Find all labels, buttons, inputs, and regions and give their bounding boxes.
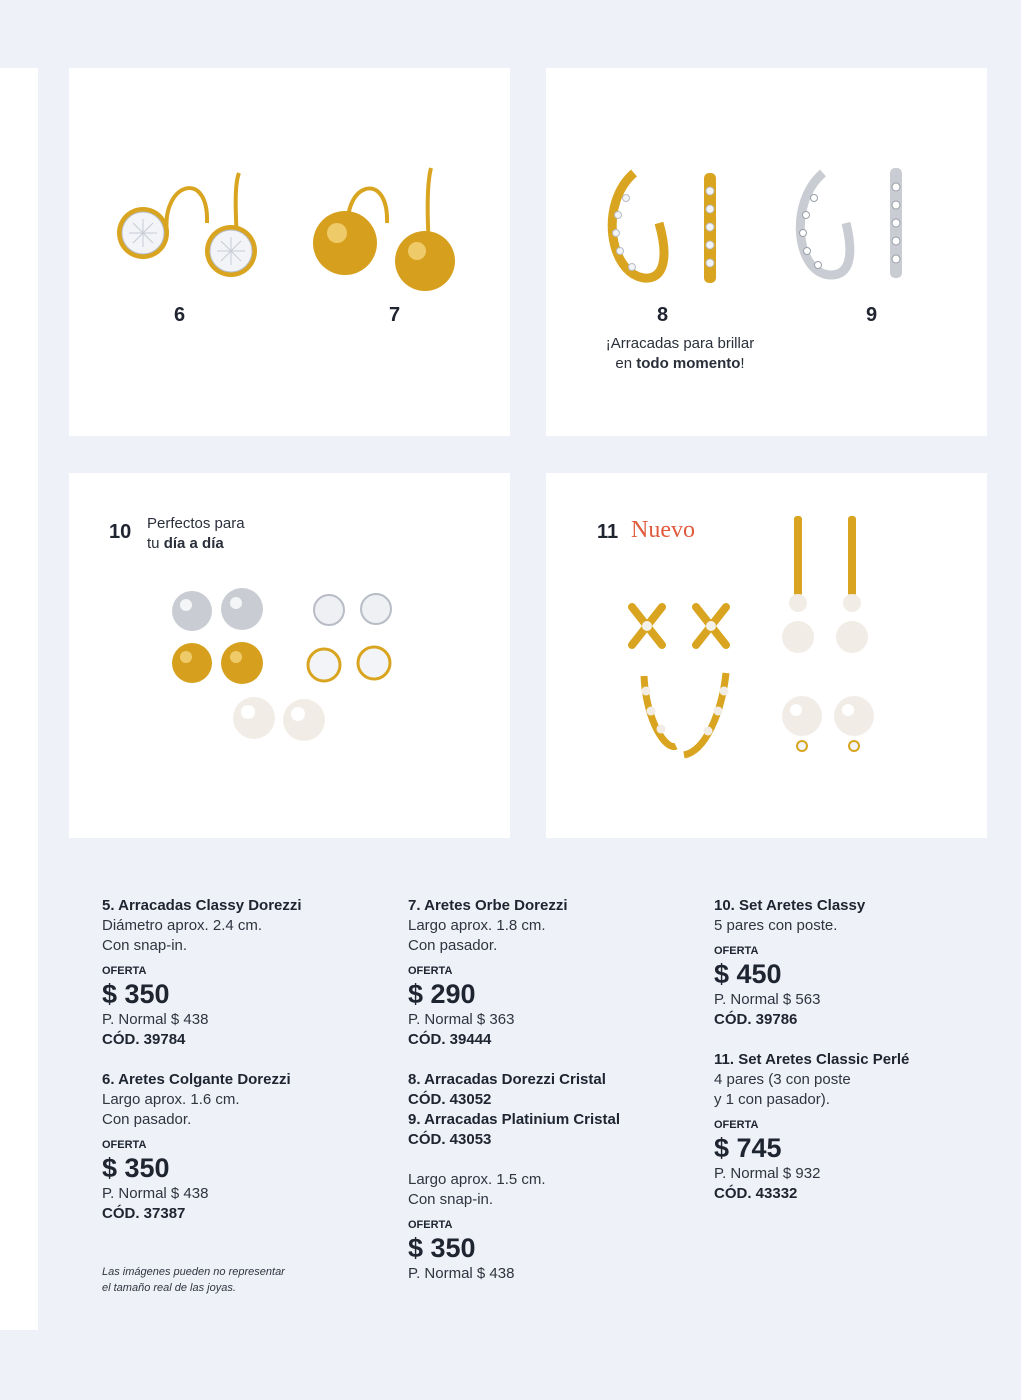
normal-price: P. Normal $ 438: [102, 1185, 209, 1202]
earrings-6-image: [109, 163, 259, 283]
product-detail: Con pasador.: [408, 937, 498, 954]
offer-price: $ 450: [714, 959, 782, 989]
earrings-10-set-image: [164, 583, 434, 743]
product-title: 10. Set Aretes Classy: [714, 897, 866, 914]
product-column-1: [102, 896, 392, 1244]
item-number-9: 9: [866, 304, 878, 326]
product-detail: 4 pares (3 con poste: [714, 1071, 851, 1088]
earrings-8-image: [604, 163, 734, 293]
product-card-8-9: [546, 68, 987, 436]
product-7-info: [408, 896, 698, 1050]
normal-price: P. Normal $ 932: [714, 1165, 821, 1182]
product-detail: Largo aprox. 1.6 cm.: [102, 1091, 240, 1108]
product-8-9-info: [408, 1070, 698, 1284]
caption-line-1: ¡Arracadas para brillar: [605, 335, 755, 352]
product-title: 9. Arracadas Platinium Cristal: [408, 1111, 621, 1128]
product-detail: Con pasador.: [102, 1111, 192, 1128]
disclaimer-line-2: el tamaño real de las joyas.: [102, 1282, 236, 1294]
caption-line-2: tu día a día: [147, 535, 224, 552]
item-number-11: 11: [597, 521, 619, 543]
normal-price: P. Normal $ 363: [408, 1011, 515, 1028]
offer-label: OFERTA: [102, 965, 147, 977]
product-detail: Largo aprox. 1.8 cm.: [408, 917, 546, 934]
product-title: 8. Arracadas Dorezzi Cristal: [408, 1071, 606, 1088]
normal-price: P. Normal $ 438: [408, 1265, 515, 1282]
product-detail: 5 pares con poste.: [714, 917, 838, 934]
product-code: CÓD. 43332: [714, 1185, 798, 1202]
product-detail: Con snap-in.: [102, 937, 188, 954]
product-code: CÓD. 39784: [102, 1031, 186, 1048]
product-code: CÓD. 43052: [408, 1091, 492, 1108]
offer-price: $ 350: [102, 1153, 170, 1183]
disclaimer-line-1: Las imágenes pueden no representar: [102, 1266, 285, 1278]
offer-price: $ 350: [102, 979, 170, 1009]
product-detail: Con snap-in.: [408, 1191, 494, 1208]
item-number-7: 7: [389, 304, 401, 326]
earrings-9-image: [788, 163, 918, 293]
product-title: 7. Aretes Orbe Dorezzi: [408, 897, 568, 914]
product-title: 5. Arracadas Classy Dorezzi: [102, 897, 302, 914]
previous-page-edge: [0, 68, 38, 1330]
card-10-caption: [147, 514, 245, 554]
offer-label: OFERTA: [102, 1139, 147, 1151]
normal-price: P. Normal $ 438: [102, 1011, 209, 1028]
product-code: CÓD. 39444: [408, 1031, 492, 1048]
product-column-2: [408, 896, 698, 1304]
item-number-6: 6: [174, 304, 186, 326]
offer-label: OFERTA: [408, 965, 453, 977]
product-card-11: [546, 473, 987, 838]
product-10-info: [714, 896, 1004, 1030]
nuevo-badge: Nuevo: [631, 517, 695, 543]
product-card-6-7: [69, 68, 510, 436]
offer-price: $ 745: [714, 1133, 782, 1163]
offer-price: $ 350: [408, 1233, 476, 1263]
offer-label: OFERTA: [714, 1119, 759, 1131]
card-8-9-caption: [590, 334, 770, 374]
caption-line-1: Perfectos para: [147, 515, 245, 532]
offer-label: OFERTA: [714, 945, 759, 957]
earrings-7-image: [309, 163, 469, 293]
product-6-info: [102, 1070, 392, 1224]
product-code: CÓD. 37387: [102, 1205, 186, 1222]
product-card-10: [69, 473, 510, 838]
product-code: CÓD. 43053: [408, 1131, 492, 1148]
product-title: 6. Aretes Colgante Dorezzi: [102, 1071, 291, 1088]
product-11-info: [714, 1050, 1004, 1204]
offer-price: $ 290: [408, 979, 476, 1009]
image-disclaimer: [102, 1264, 332, 1296]
product-detail: Diámetro aprox. 2.4 cm.: [102, 917, 263, 934]
item-number-8: 8: [657, 304, 669, 326]
caption-line-2: en todo momento!: [615, 355, 745, 372]
product-detail: y 1 con pasador).: [714, 1091, 830, 1108]
product-code: CÓD. 39786: [714, 1011, 798, 1028]
normal-price: P. Normal $ 563: [714, 991, 821, 1008]
product-title: 11. Set Aretes Classic Perlé: [714, 1051, 910, 1068]
product-5-info: [102, 896, 392, 1050]
offer-label: OFERTA: [408, 1219, 453, 1231]
product-column-3: [714, 896, 1004, 1224]
item-number-10: 10: [109, 521, 132, 543]
product-detail: Largo aprox. 1.5 cm.: [408, 1171, 546, 1188]
earrings-11-set-image: [626, 511, 886, 761]
